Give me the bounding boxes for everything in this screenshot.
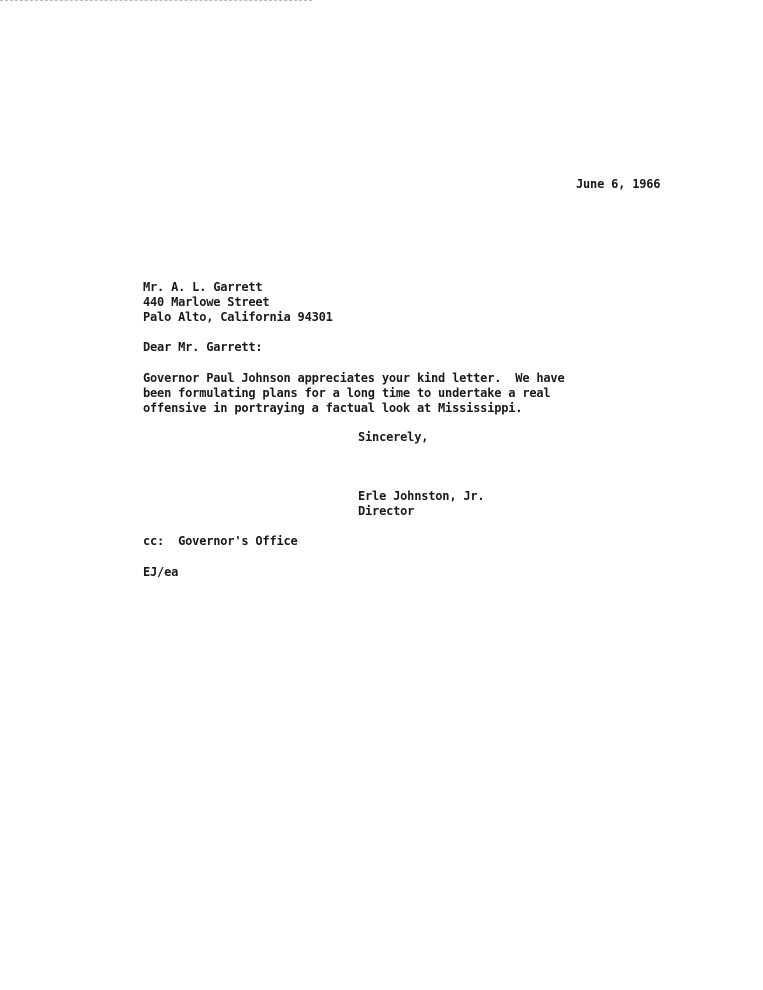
body-line: offensive in portraying a factual look at Mississippi. [143, 401, 523, 415]
closing: Sincerely, [358, 430, 429, 444]
signer-name: Erle Johnston, Jr. [358, 489, 485, 503]
body-line: Governor Paul Johnson appreciates your kind letter. We have [143, 371, 565, 385]
signer-title: Director [358, 504, 415, 518]
recipient-city: Palo Alto, California 94301 [143, 310, 333, 324]
cc-line: cc: Governor's Office [143, 534, 298, 548]
body-line: been formulating plans for a long time to undertake a real [143, 386, 551, 400]
salutation: Dear Mr. Garrett: [143, 340, 263, 354]
top-edge-dashes [0, 0, 312, 1]
reference-initials: EJ/ea [143, 565, 179, 579]
recipient-street: 440 Marlowe Street [143, 295, 270, 309]
letter-date: June 6, 1966 [576, 177, 661, 191]
recipient-name: Mr. A. L. Garrett [143, 280, 263, 294]
